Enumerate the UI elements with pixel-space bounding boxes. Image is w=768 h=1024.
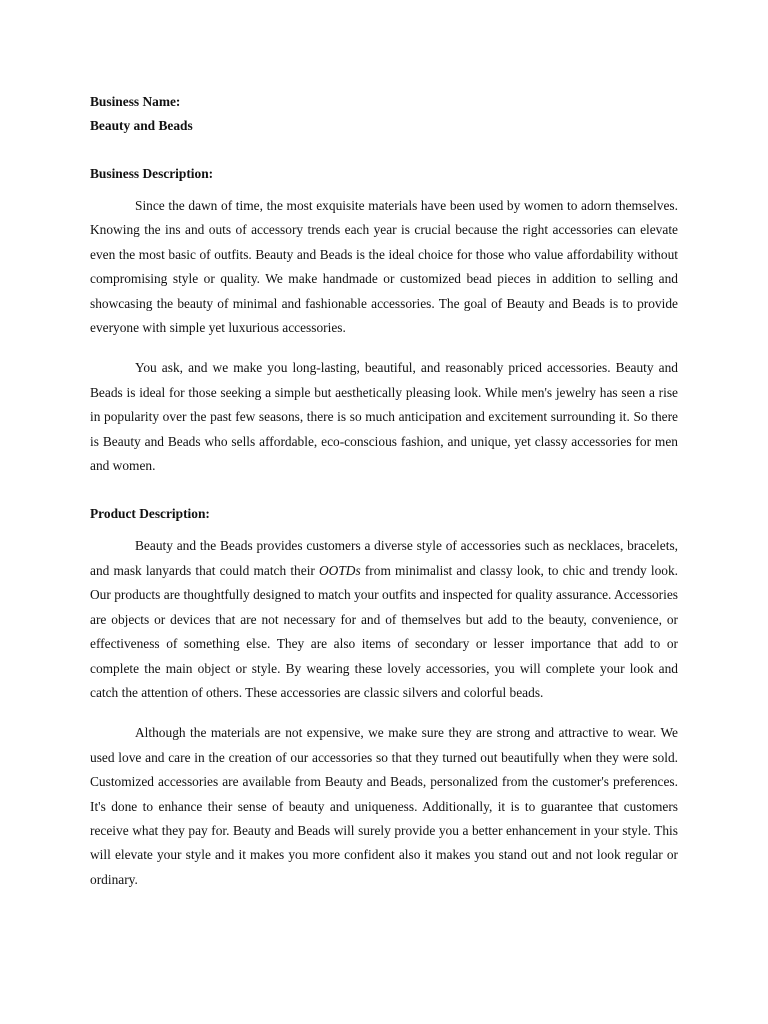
- product-description-paragraph-2: Although the materials are not expensive, we make sure they are strong and attractive to wear. We used love and care in the creation of our accessories so that they turned out beautifully when they were sold. Customized accessories are available from Beauty and Beads, personalized from the customer's preferences. It's done to enhance their sense of beauty and uniqueness. Additionally, it is to guarantee that customers receive what they pay for. Beauty and Beads will surely provide you a better enhancement in your style. This will elevate your style and it makes you more confident also it makes you stand out and not look regular or ordinary.: [90, 725, 678, 887]
- product-description-paragraph-1-end: from minimalist and classy look, to chic and trendy look. Our products are thoughtfully designed to match your outfits and inspected for quality assurance. Accessories are objects or devices that are not necessary for and of themselves but add to the beauty, convenience, or effectiveness of something else. They are also items of secondary or lesser importance that add to or complete the main object or style. By wearing these lovely accessories, you will complete your look and catch the attention of others. These accessories are classic silvers and colorful beads.: [90, 562, 678, 700]
- document-page: [90, 90, 678, 892]
- product-description-paragraph-1: [90, 534, 678, 705]
- ootds-italic-text: OOTDs: [319, 562, 361, 578]
- product-description-heading: Product Description:: [90, 506, 210, 522]
- business-name-value: Beauty and Beads: [90, 118, 193, 133]
- product-description-paragraph-1-start: Beauty and the Beads provides customers a diverse style of accessories such as necklaces, bracelets, and mask lanyards that could match their: [90, 538, 678, 578]
- business-description-paragraph-1: Since the dawn of time, the most exquisite materials have been used by women to adorn themselves. Knowing the ins and outs of accessory trends each year is crucial because the right accessories can elevate even the most basic of outfits. Beauty and Beads is the ideal choice for those who value affordability without compromising style or quality. We make handmade or customized bead pieces in addition to selling and showcasing the beauty of minimal and fashionable accessories. The goal of Beauty and Beads is to provide everyone with simple yet luxurious accessories.: [90, 198, 678, 336]
- business-description-paragraph-2: You ask, and we make you long-lasting, beautiful, and reasonably priced accessories. Beauty and Beads is ideal for those seeking a simple but aesthetically pleasing look. While men's jewelry has seen a rise in popularity over the past few seasons, there is so much anticipation and excitement surrounding it. So there is Beauty and Beads who sells affordable, eco-conscious fashion, and unique, yet classy accessories for men and women.: [90, 360, 678, 474]
- business-description-heading: Business Description:: [90, 166, 214, 181]
- business-name-heading: Business Name:: [90, 94, 181, 109]
